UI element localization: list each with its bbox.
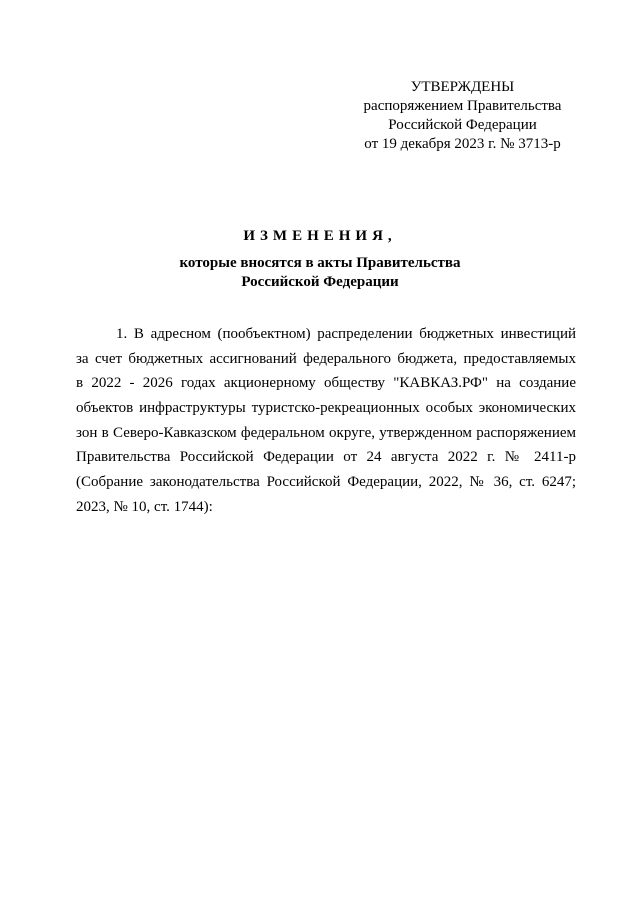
approval-date-number: от 19 декабря 2023 г. № 3713-р [364,136,561,152]
approval-line: распоряжением Правительства [363,98,562,114]
paragraph-line: 1. В адресном (пообъектном) распределении бюджетных инвестиций [116,326,576,342]
title-main: ИЗМЕНЕНИЯ, [243,228,397,244]
title-subtitle [0,254,640,292]
document-title [0,226,640,292]
paragraph-line: 2023, № 10, ст. 1744): [76,498,213,515]
paragraph-line: зон в Северо-Кавказском федеральном округе, утвержденном распоряжением [76,424,576,441]
subtitle-line: которые вносятся в акты Правительства [179,255,461,271]
subtitle-line: Российской Федерации [241,274,399,290]
approval-heading: УТВЕРЖДЕНЫ [410,79,515,95]
approval-stamp [340,78,585,154]
approval-line: Российской Федерации [388,117,537,133]
paragraph-line: объектов инфраструктуры туристско-рекреационных особых экономических [76,400,576,417]
paragraph-1 [76,322,576,520]
paragraph-line: (Собрание законодательства Российской Федерации, 2022, № 36, ст. 6247; [76,474,576,491]
paragraph-line: в 2022 - 2026 годах акционерному обществу "КАВКАЗ.РФ" на создание [76,375,576,392]
paragraph-line: Правительства Российской Федерации от 24 августа 2022 г. № 2411-р [76,449,576,466]
paragraph-line: за счет бюджетных ассигнований федерального бюджета, предоставляемых [76,350,576,367]
